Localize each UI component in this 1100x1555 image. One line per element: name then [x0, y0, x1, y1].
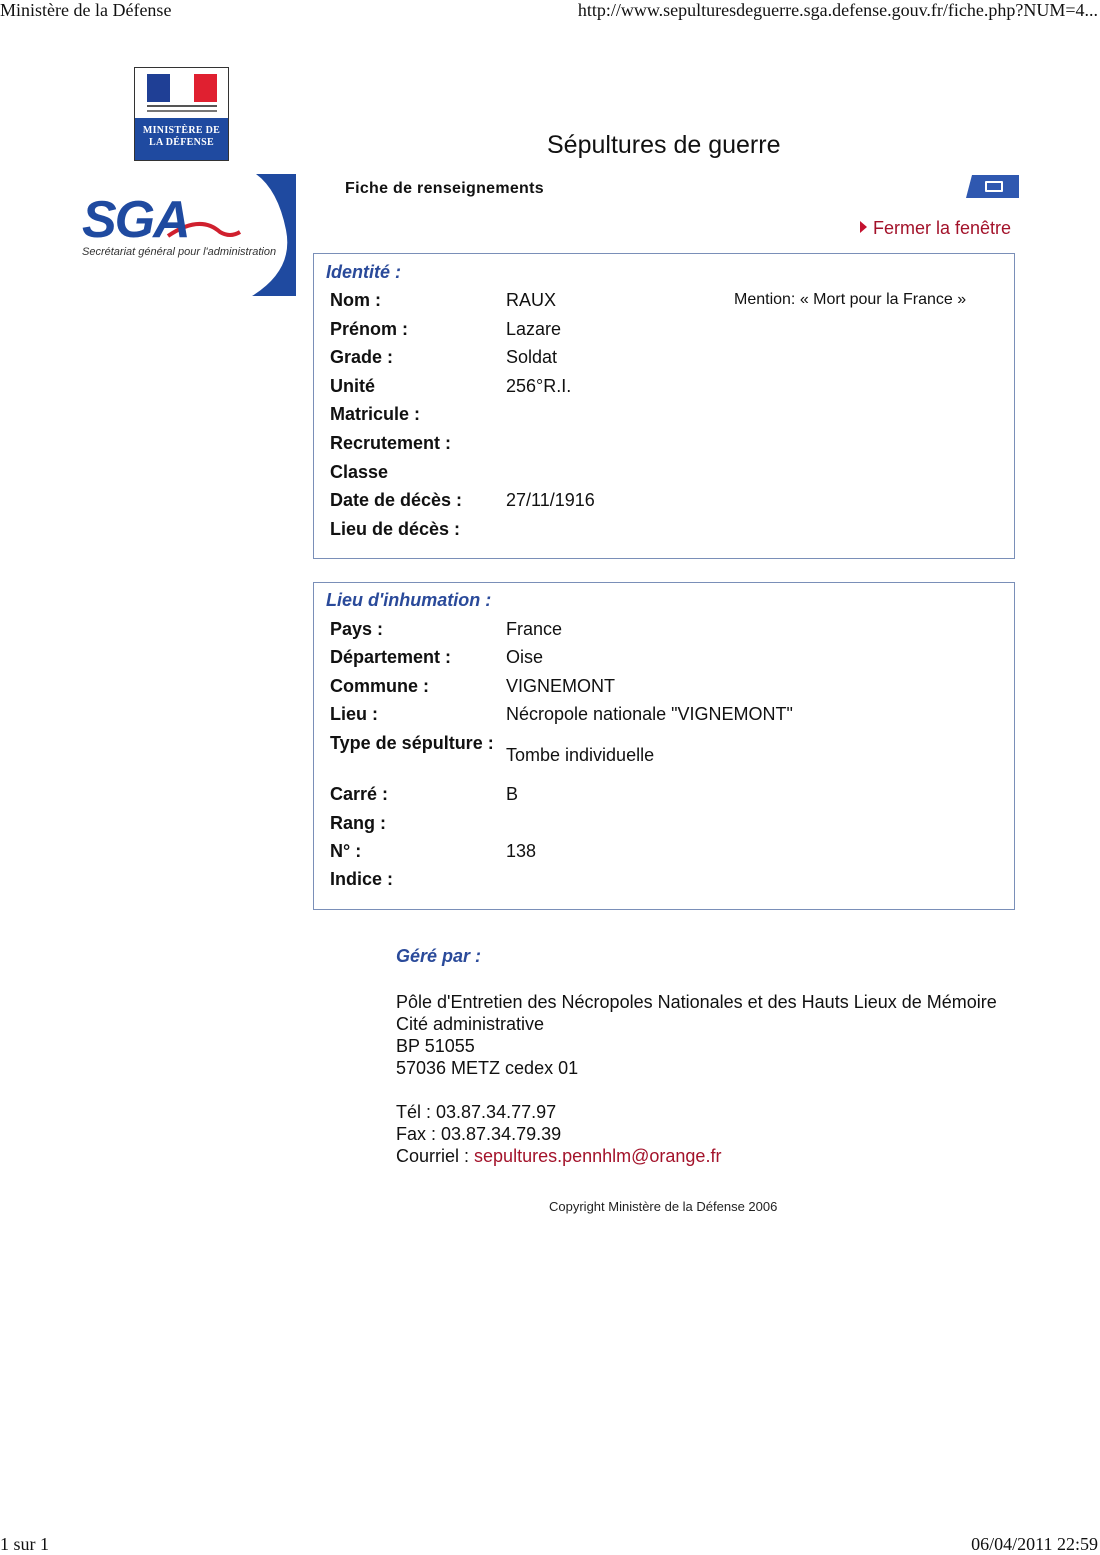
address-line: Pôle d'Entretien des Nécropoles Nationales et des Hauts Lieux de Mémoire — [396, 992, 997, 1012]
address-line: 57036 METZ cedex 01 — [396, 1058, 579, 1078]
french-flag-icon — [147, 74, 217, 102]
print-header-left: Ministère de la Défense — [0, 0, 172, 20]
field-label: Recrutement : — [330, 433, 452, 453]
lieu-inhumation-title: Lieu d'inhumation : — [326, 590, 492, 610]
field-value: Oise — [506, 647, 544, 667]
field-label: Rang : — [330, 813, 386, 833]
field-value: 256°R.I. — [506, 376, 572, 396]
field-label: Classe — [330, 462, 389, 482]
field-label: Pays : — [330, 619, 384, 639]
printer-icon — [985, 181, 1003, 192]
field-value: B — [506, 784, 519, 804]
field-label: Grade : — [330, 347, 394, 367]
print-header-url: http://www.sepulturesdeguerre.sga.defense.gouv.fr/fiche.php?NUM=4... — [577, 0, 1098, 20]
ministry-logo — [134, 67, 229, 161]
address-line: BP 51055 — [396, 1036, 475, 1056]
address-block — [396, 991, 1036, 1079]
field-label: Unité — [330, 376, 375, 396]
field-value: Soldat — [506, 347, 558, 367]
close-window-link[interactable] — [860, 218, 1011, 239]
identite-title: Identité : — [326, 262, 401, 282]
field-label: Matricule : — [330, 404, 421, 424]
field-label: Nom : — [330, 290, 381, 310]
sga-logo — [80, 174, 296, 296]
phone-number: Tél : 03.87.34.77.97 — [396, 1102, 557, 1122]
field-value: 27/11/1916 — [506, 490, 595, 510]
gere-par-section — [396, 946, 1036, 1167]
print-footer-page: 1 sur 1 — [0, 1534, 49, 1554]
mention-text: Mention: « Mort pour la France » — [734, 291, 967, 308]
field-value: 138 — [506, 841, 537, 861]
field-label: Indice : — [330, 869, 394, 889]
field-label: Département : — [330, 647, 452, 667]
fiche-title: Fiche de renseignements — [345, 180, 544, 197]
print-footer-datetime: 06/04/2011 22:59 — [971, 1534, 1098, 1554]
field-value: Nécropole nationale "VIGNEMONT" — [506, 704, 793, 724]
field-label: Date de décès : — [330, 490, 463, 510]
field-value: Lazare — [506, 319, 562, 339]
emblem-line — [147, 110, 217, 112]
email-line — [396, 1145, 1036, 1167]
emblem-line — [147, 105, 217, 107]
field-label: Lieu : — [330, 704, 378, 724]
identite-panel — [313, 253, 1015, 559]
field-value: France — [506, 619, 563, 639]
fax-number: Fax : 03.87.34.79.39 — [396, 1124, 562, 1144]
field-label: Carré : — [330, 784, 389, 804]
field-value: VIGNEMONT — [506, 676, 616, 696]
copyright: Copyright Ministère de la Défense 2006 — [549, 1199, 778, 1214]
email-label: Courriel : — [396, 1146, 475, 1166]
page-title: Sépultures de guerre — [547, 131, 781, 159]
field-label: Type de sépulture : — [330, 733, 494, 753]
republique-francaise-emblem — [135, 68, 228, 118]
field-value: RAUX — [506, 290, 557, 310]
arrow-right-icon — [860, 221, 867, 233]
sga-logo-text: SGA — [82, 191, 189, 249]
field-value: Tombe individuelle — [506, 745, 655, 765]
field-label: Prénom : — [330, 319, 409, 339]
address-line: Cité administrative — [396, 1014, 545, 1034]
field-label: N° : — [330, 841, 362, 861]
ministry-logo-text: MINISTÈRE DE LA DÉFENSE — [135, 118, 228, 160]
field-label: Commune : — [330, 676, 429, 696]
contact-block — [396, 1101, 1036, 1167]
close-window-label: Fermer la fenêtre — [873, 218, 1012, 238]
sga-logo-subtitle: Secrétariat général pour l'administration — [82, 246, 277, 258]
lieu-inhumation-panel — [313, 582, 1015, 910]
field-label: Lieu de décès : — [330, 519, 461, 539]
gere-par-title: Géré par : — [396, 946, 482, 966]
email-link[interactable]: sepultures.pennhlm@orange.fr — [474, 1146, 722, 1166]
print-button[interactable] — [966, 175, 1019, 198]
